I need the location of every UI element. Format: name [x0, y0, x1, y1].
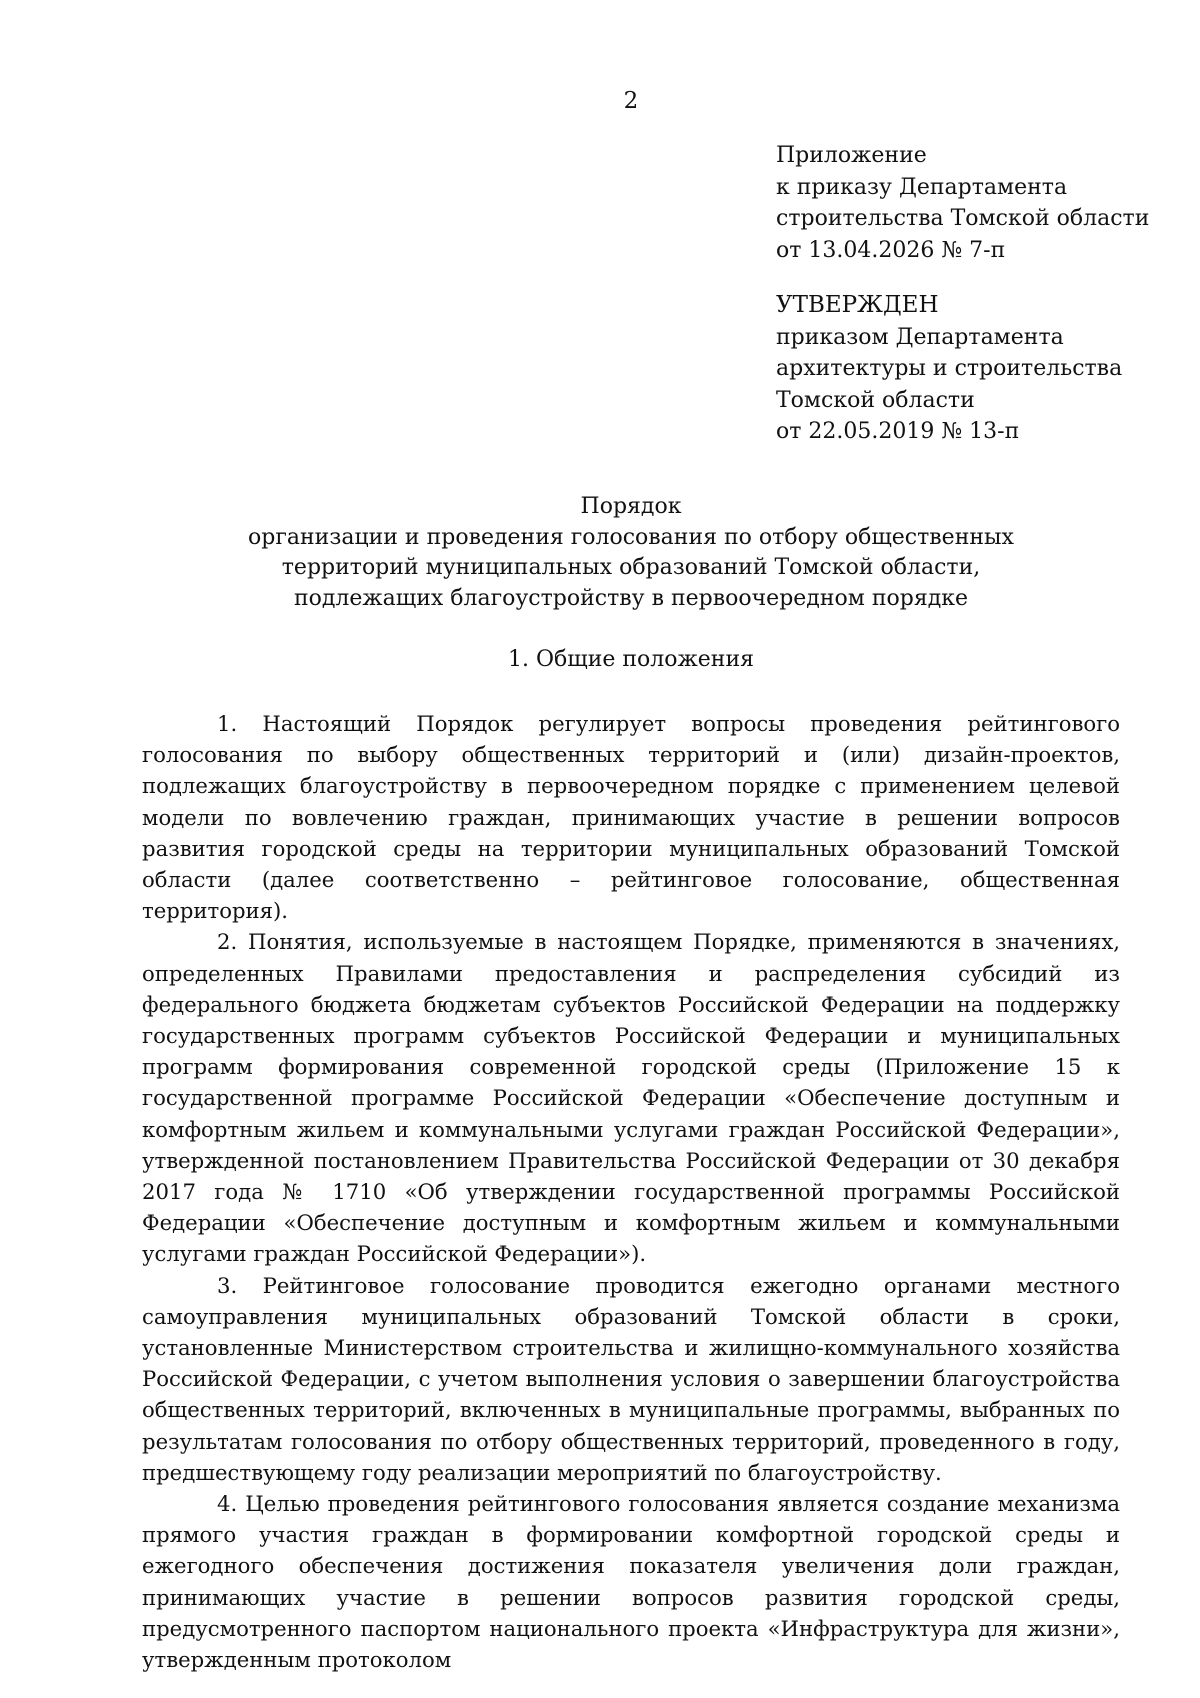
paragraph: 3. Рейтинговое голосование проводится ежегодно органами местного самоуправления муниципальных образований Томской области в сроки, установленные Министерством строительства и жилищно-коммунального хозяйства Российской Федерации, с учетом выполнения условия о завершении благоустройства общественных территорий, включенных в муниципальные программы, выбранных по результатам голосования по отбору общественных территорий, проведенного в году, предшествующему году реализации мероприятий по благоустройству. — [142, 1272, 1120, 1485]
body-text — [142, 708, 1120, 1675]
approval-heading: УТВЕРЖДЕН — [776, 292, 939, 318]
section-heading: 1. Общие положения — [508, 647, 754, 672]
approval-line: архитектуры и строительства — [776, 356, 1123, 381]
approval-date-number: от 22.05.2019 № 13-п — [776, 419, 1020, 444]
page-number: 2 — [623, 88, 639, 114]
annex-block — [776, 140, 1149, 266]
annex-line: строительства Томской области — [776, 206, 1150, 231]
title-line: подлежащих благоустройству в первоочередном порядке — [293, 585, 969, 611]
document-title — [142, 492, 1120, 614]
annex-line: к приказу Департамента — [776, 174, 1068, 200]
approval-block — [776, 290, 1122, 448]
approval-line: приказом Департамента — [776, 324, 1064, 350]
title-line: территорий муниципальных образований Томской области, — [281, 555, 981, 580]
title-line: организации и проведения голосования по отбору общественных — [248, 524, 1014, 550]
paragraph: 2. Понятия, используемые в настоящем Порядке, применяются в значениях, определенных Правилами предоставления и распределения субсидий из федерального бюджета бюджетам субъектов Российской Федерации на поддержку государственных программ субъектов Российской Федерации и муниципальных программ формирования современной городской среды (Приложение 15 к государственной программе Российской Федерации «Обеспечение доступным и комфортным жильем и коммунальными услугами граждан Российской Федерации», утвержденной постановлением Правительства Российской Федерации от 30 декабря 2017 года № 1710 «Об утверждении государственной программы Российской Федерации «Обеспечение доступным и комфортным жильем и коммунальными услугами граждан Российской Федерации»). — [142, 929, 1120, 1267]
title-line: Порядок — [580, 494, 682, 519]
approval-line: Томской области — [776, 387, 975, 413]
paragraph: 4. Целью проведения рейтингового голосования является создание механизма прямого участия граждан в формировании комфортной городской среды и ежегодного обеспечения достижения показателя увеличения доли граждан, принимающих участие в решении вопросов развития городской среды, предусмотренного паспортом национального проекта «Инфраструктура для жизни», утвержденным протоколом — [142, 1491, 1120, 1673]
annex-line: Приложение — [776, 143, 927, 168]
annex-date-number: от 13.04.2026 № 7-п — [776, 237, 1006, 263]
paragraph: 1. Настоящий Порядок регулирует вопросы проведения рейтингового голосования по выбору общественных территорий и (или) дизайн-проектов, подлежащих благоустройству в первоочередном порядке с применением целевой модели по вовлечению граждан, принимающих участие в решении вопросов развития городской среды на территории муниципальных образований Томской области (далее соответственно – рейтинговое голосование, общественная территория). — [142, 711, 1120, 924]
